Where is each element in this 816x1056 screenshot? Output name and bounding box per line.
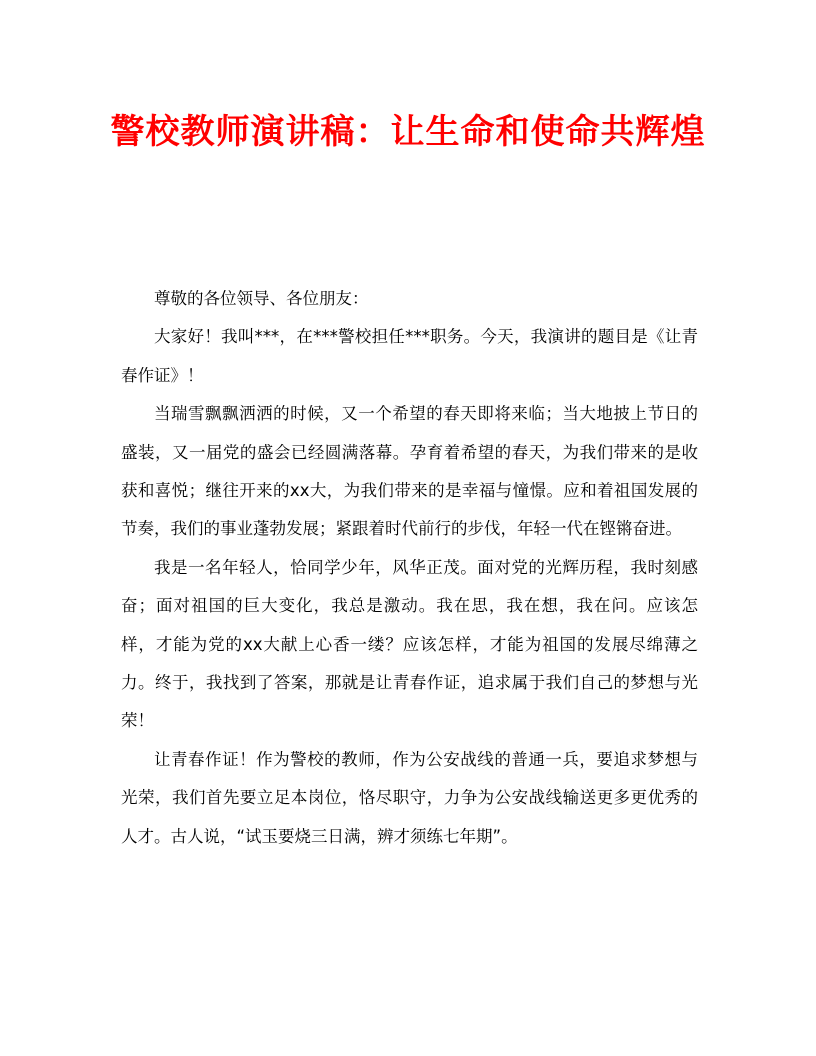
paragraph-salutation: 尊敬的各位领导、各位朋友： (154, 289, 369, 308)
paragraph-youth: 我是一名年轻人，恰同学少年，风华正茂。面对党的光辉历程，我时刻感奋；面对祖国的巨大变化，我总是激动。我在思，我在想，我在问。应该怎样，才能为党的xx大献上心香一缕？应该怎样，才能为祖国的发展尽绵薄之力。终于，我找到了答案，那就是让青春作证，追求属于我们自己的梦想与光荣！ (121, 557, 698, 731)
paragraph-spring: 当瑞雪飘飘洒洒的时候，又一个希望的春天即将来临；当大地披上节日的盛装，又一届党的盛会已经圆满落幕。孕育着希望的春天，为我们带来的是收获和喜悦；继往开来的xx大，为我们带来的是幸福与憧憬。应和着祖国发展的节奏，我们的事业蓬勃发展；紧跟着时代前行的步伐，年轻一代在铿锵奋进。 (121, 404, 698, 539)
paragraph-greeting: 大家好！我叫***，在***警校担任***职务。今天，我演讲的题目是《让青春作证》！ (121, 327, 698, 385)
paragraph-witness: 让青春作证！作为警校的教师，作为公安战线的普通一兵，要追求梦想与光荣，我们首先要立足本岗位，恪尽职守，力争为公安战线输送更多更优秀的人才。古人说，“试玉要烧三日满，辨才须练七年期”。 (121, 749, 698, 846)
document-title: 警校教师演讲稿：让生命和使命共辉煌 (110, 112, 706, 152)
document-body (121, 280, 698, 856)
